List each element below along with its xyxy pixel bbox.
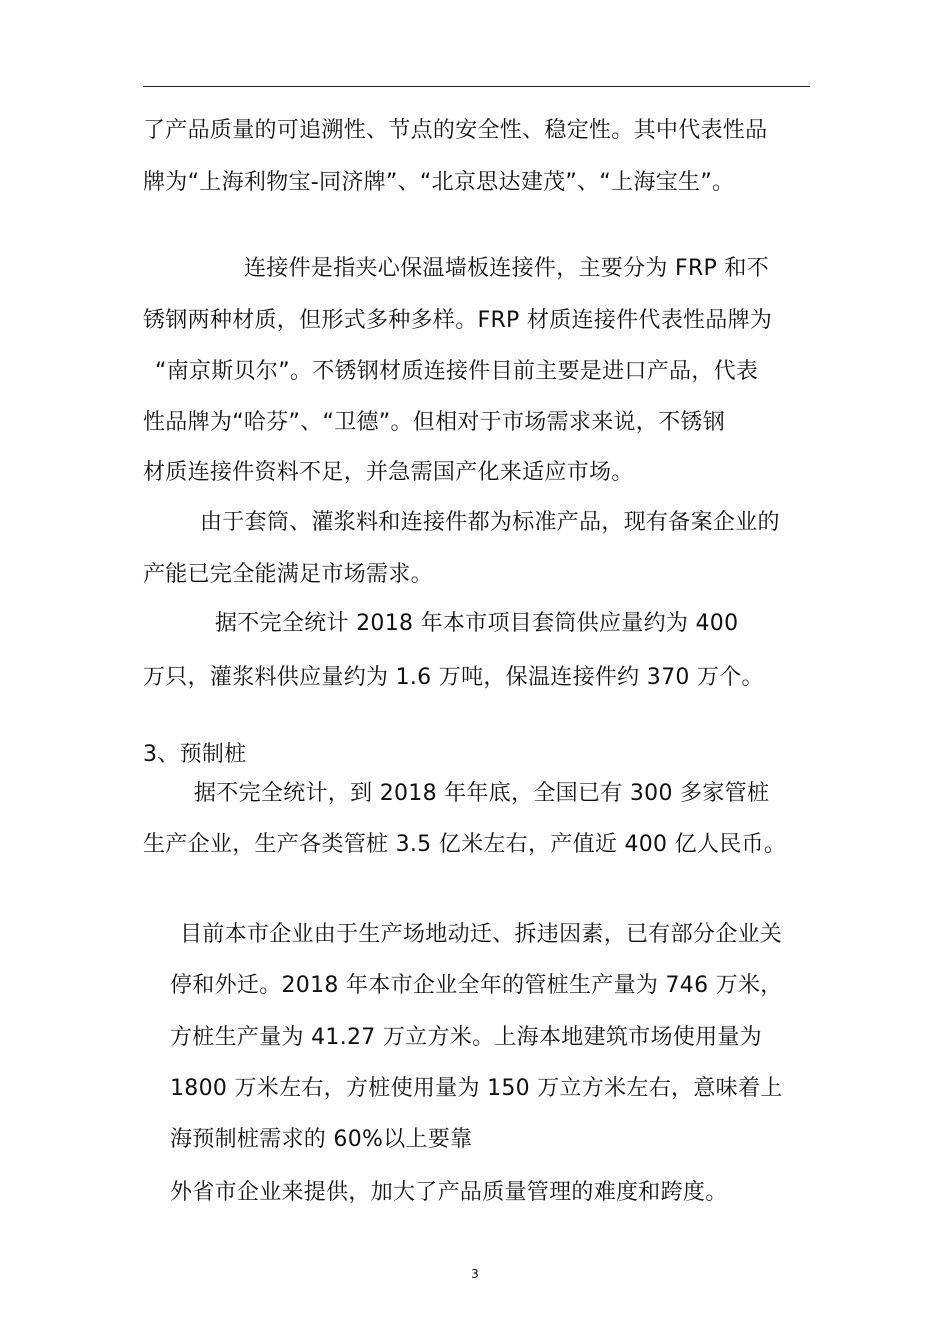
text-line: 连接件是指夹心保温墙板连接件，主要分为 FRP 和不 [244, 256, 769, 281]
text-line: 由于套筒、灌浆料和连接件都为标准产品，现有备案企业的 [200, 510, 780, 535]
text-line: 牌为“上海利物宝-同济牌”、“北京思达建茂”、“上海宝生”。 [143, 170, 735, 195]
text-line: 据不完全统计，到 2018 年年底，全国已有 300 多家管桩 [194, 781, 770, 806]
text-line: 外省市企业来提供，加大了产品质量管理的难度和跨度。 [170, 1180, 728, 1205]
text-line: 1800 万米左右，方桩使用量为 150 万立方米左右，意味着上 [170, 1076, 783, 1101]
text-line: 目前本市企业由于生产场地动迁、拆违因素，已有部分企业关 [180, 922, 783, 947]
text-line: 生产企业，生产各类管桩 3.5 亿米左右，产值近 400 亿人民币。 [143, 832, 787, 857]
text-line: 停和外迁。2018 年本市企业全年的管桩生产量为 746 万米， [170, 973, 783, 998]
text-line: 万只，灌浆料供应量约为 1.6 万吨，保温连接件约 370 万个。 [143, 665, 764, 690]
text-line: 据不完全统计 2018 年本市项目套筒供应量约为 400 [215, 611, 739, 636]
header-rule [143, 86, 810, 87]
text-line: 产能已完全能满足市场需求。 [143, 562, 433, 587]
text-line: 海预制桩需求的 60%以上要靠 [170, 1127, 473, 1152]
text-line: “南京斯贝尔”。不锈钢材质连接件目前主要是进口产品，代表 [155, 359, 759, 384]
text-line: 方桩生产量为 41.27 万立方米。上海本地建筑市场使用量为 [170, 1025, 762, 1050]
text-line: 了产品质量的可追溯性、节点的安全性、稳定性。其中代表性品 [143, 118, 768, 143]
page-number: 3 [471, 1267, 479, 1281]
text-line: 材质连接件资料不足，并急需国产化来适应市场。 [143, 460, 634, 485]
section-heading: 3、预制桩 [143, 742, 247, 767]
text-line: 锈钢两种材质，但形式多种多样。FRP 材质连接件代表性品牌为 [143, 308, 773, 333]
text-line: 性品牌为“哈芬”、“卫德”。但相对于市场需求来说，不锈钢 [143, 410, 725, 435]
